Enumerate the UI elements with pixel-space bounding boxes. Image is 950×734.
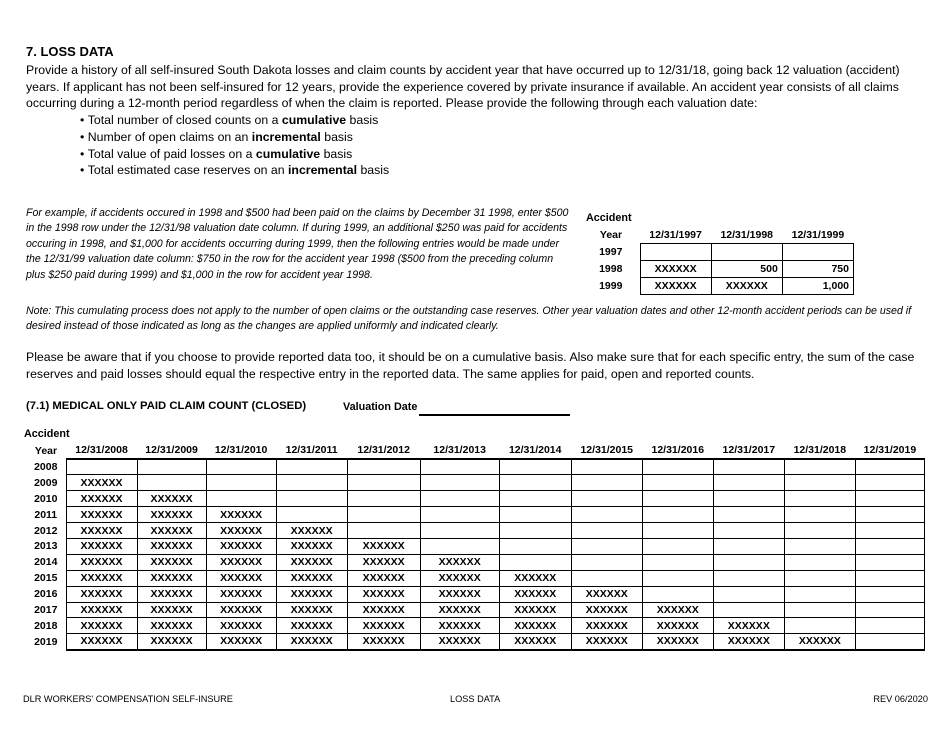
medical-row [26,475,925,491]
medical-cell: XXXXXX [66,523,137,539]
medical-cell[interactable] [420,538,499,554]
medical-cell[interactable] [784,586,855,602]
medical-cell: XXXXXX [276,523,347,539]
medical-cell: XXXXXX [137,570,206,586]
medical-cell[interactable] [642,570,713,586]
medical-cell: XXXXXX [206,586,276,602]
medical-cell[interactable] [206,459,276,475]
example-cell[interactable] [711,244,782,261]
medical-cell[interactable] [499,523,571,539]
medical-cell: XXXXXX [713,634,784,650]
section-title: 7. LOSS DATA [26,44,114,59]
medical-cell[interactable] [420,491,499,507]
medical-cell[interactable] [713,538,784,554]
medical-row-year: 2008 [34,460,58,473]
medical-cell[interactable] [420,507,499,523]
medical-row [26,570,925,586]
example-year-header: Year [599,228,623,241]
medical-cell[interactable] [855,507,924,523]
medical-cell[interactable] [137,459,206,475]
medical-row [26,634,925,650]
medical-cell[interactable] [347,507,420,523]
example-cell: 500 [711,261,782,278]
medical-cell: XXXXXX [276,586,347,602]
medical-cell: XXXXXX [276,570,347,586]
medical-row-year: 2009 [34,476,58,489]
medical-cell[interactable] [784,554,855,570]
medical-cell: XXXXXX [206,602,276,618]
medical-cell[interactable] [784,507,855,523]
medical-cell[interactable] [784,475,855,491]
medical-year-header: Year [34,444,58,457]
medical-cell: XXXXXX [206,570,276,586]
medical-column-header: 12/31/2014 [508,444,562,456]
example-cell[interactable] [640,244,711,261]
medical-cell: XXXXXX [66,618,137,634]
example-cell: 750 [782,261,853,278]
medical-cell: XXXXXX [347,570,420,586]
medical-column-header: 12/31/2017 [722,444,776,456]
medical-cell[interactable] [713,586,784,602]
medical-cell: XXXXXX [206,507,276,523]
medical-cell[interactable] [420,459,499,475]
medical-row-year: 2013 [34,540,58,553]
medical-cell[interactable] [855,586,924,602]
medical-row [26,538,925,554]
medical-cell: XXXXXX [499,618,571,634]
medical-cell[interactable] [642,475,713,491]
requirement-item: • Number of open claims on an incremental basis [80,129,389,146]
medical-cell[interactable] [642,491,713,507]
intro-paragraph: Provide a history of all self-insured South Dakota losses and claim counts by accident year that have occurred up to 12/31/18, going back 12 valuation (accident) years. If applicant has not been self-insured for 12 years, provide the experience covered by private insurance if available. An accident year consists of all claims occurring during a 12-month period regardless of when the claim is reported. Please provide the following through each valuation date: [26,63,900,111]
medical-cell: XXXXXX [347,618,420,634]
medical-cell[interactable] [571,554,642,570]
medical-cell[interactable] [784,602,855,618]
medical-cell: XXXXXX [642,602,713,618]
reported-data-paragraph: Please be aware that if you choose to provide reported data too, it should be on a cumulative basis. Also make sure that for each specific entry, the sum of the case reserves and paid losses should equal the respective entry in the reported data. The same applies for paid, open and reported counts. [26,350,915,381]
medical-cell[interactable] [206,491,276,507]
example-row-year: 1997 [599,246,623,258]
footer-section-name: LOSS DATA [450,694,501,704]
medical-cell: XXXXXX [66,554,137,570]
medical-cell[interactable] [642,507,713,523]
medical-cell: XXXXXX [571,618,642,634]
medical-cell: XXXXXX [276,602,347,618]
medical-cell: XXXXXX [66,570,137,586]
medical-cell[interactable] [784,538,855,554]
footer-revision: REV 06/2020 [873,694,928,704]
medical-row [26,491,925,507]
requirement-item: • Total value of paid losses on a cumulative basis [80,146,389,163]
example-column-header: 12/31/1997 [649,228,702,241]
medical-cell[interactable] [499,538,571,554]
medical-cell[interactable] [420,523,499,539]
medical-cell: XXXXXX [206,523,276,539]
example-cell: 1,000 [782,278,853,295]
note-paragraph: Note: This cumulating process does not apply to the number of open claims or the outstanding case reserves. Other year valuation dates and other 12-month accident periods can be used if desired instead of those indicated as long as the changes are applied uniformly and indicated clearly. [26,305,912,333]
medical-cell[interactable] [571,523,642,539]
medical-column-header: 12/31/2013 [433,444,486,456]
medical-column-header: 12/31/2011 [285,444,338,456]
requirement-item: • Total estimated case reserves on an incremental basis [80,162,389,179]
medical-cell[interactable] [784,570,855,586]
example-row-year: 1999 [599,280,623,292]
example-cell: XXXXXX [640,278,711,295]
medical-cell[interactable] [276,491,347,507]
medical-cell[interactable] [571,538,642,554]
medical-row [26,523,925,539]
requirements-list [80,112,389,179]
medical-cell[interactable] [713,602,784,618]
medical-cell[interactable] [784,618,855,634]
medical-column-header: 12/31/2019 [863,444,917,456]
example-row [582,261,854,278]
medical-cell[interactable] [642,554,713,570]
medical-cell: XXXXXX [137,554,206,570]
medical-cell[interactable] [855,554,924,570]
medical-cell[interactable] [347,475,420,491]
medical-row [26,459,925,475]
medical-cell[interactable] [420,475,499,491]
medical-row-year: 2011 [34,508,58,521]
medical-cell[interactable] [499,554,571,570]
medical-row [26,618,925,634]
medical-cell: XXXXXX [66,586,137,602]
medical-cell: XXXXXX [206,554,276,570]
medical-claim-title: (7.1) MEDICAL ONLY PAID CLAIM COUNT (CLOSED) [26,400,307,412]
medical-cell: XXXXXX [420,586,499,602]
medical-row-year: 2016 [34,588,58,601]
medical-cell[interactable] [499,491,571,507]
example-cell: XXXXXX [711,278,782,295]
medical-cell[interactable] [713,475,784,491]
medical-cell: XXXXXX [347,602,420,618]
medical-cell: XXXXXX [137,618,206,634]
example-accident-label: Accident [586,212,632,224]
medical-cell: XXXXXX [66,491,137,507]
medical-row-year: 2017 [34,603,58,616]
example-cell[interactable] [782,244,853,261]
example-cell: XXXXXX [640,261,711,278]
medical-cell[interactable] [855,459,924,475]
medical-cell: XXXXXX [66,538,137,554]
medical-cell[interactable] [499,475,571,491]
medical-cell[interactable] [499,459,571,475]
medical-cell[interactable] [347,523,420,539]
footer-form-name: DLR WORKERS' COMPENSATION SELF-INSURE [23,694,233,704]
medical-cell: XXXXXX [347,538,420,554]
medical-column-header: 12/31/2008 [75,444,128,456]
medical-cell: XXXXXX [642,618,713,634]
medical-cell: XXXXXX [347,586,420,602]
medical-cell: XXXXXX [137,634,206,650]
valuation-date-label: Valuation Date [343,401,418,413]
medical-column-header: 12/31/2016 [651,444,705,456]
medical-cell[interactable] [276,507,347,523]
medical-cell[interactable] [571,475,642,491]
medical-row-year: 2018 [34,619,58,632]
example-row [582,278,854,295]
medical-cell[interactable] [642,586,713,602]
example-paragraph: For example, if accidents occured in 1998 and $500 had been paid on the claims by December 31 1998, enter $500 in the 1998 row under the 12/31/98 valuation date column. If during 1999, an additional $250 was paid for accidents occuring in 1998, and $1,000 for accidents occurring during 1999, then the following entries would be made under the 12/31/99 valuation date column: $750 in the row for the accident year 1998 ($500 from the preceding column plus $250 paid during 1999) and $1,000 in the row for accident year 1998. [26,207,569,281]
medical-cell: XXXXXX [347,554,420,570]
medical-claim-table [26,442,925,651]
medical-cell: XXXXXX [642,634,713,650]
medical-cell: XXXXXX [206,538,276,554]
medical-cell: XXXXXX [206,634,276,650]
medical-cell[interactable] [855,570,924,586]
valuation-date-field[interactable] [419,414,570,416]
medical-cell: XXXXXX [276,554,347,570]
medical-row-year: 2012 [34,524,58,537]
medical-cell[interactable] [855,618,924,634]
medical-cell: XXXXXX [784,634,855,650]
medical-cell[interactable] [347,459,420,475]
medical-cell[interactable] [855,634,924,650]
medical-cell: XXXXXX [137,523,206,539]
medical-cell: XXXXXX [420,570,499,586]
medical-cell[interactable] [642,538,713,554]
medical-cell: XXXXXX [137,507,206,523]
medical-cell[interactable] [784,491,855,507]
medical-cell: XXXXXX [420,618,499,634]
medical-cell: XXXXXX [137,491,206,507]
medical-row-year: 2014 [34,556,58,569]
medical-cell[interactable] [713,507,784,523]
medical-cell: XXXXXX [66,475,137,491]
medical-cell[interactable] [206,475,276,491]
medical-cell[interactable] [855,475,924,491]
medical-cell[interactable] [137,475,206,491]
medical-column-header: 12/31/2009 [145,444,198,456]
medical-cell[interactable] [713,570,784,586]
medical-cell: XXXXXX [66,602,137,618]
medical-column-header: 12/31/2018 [793,444,847,456]
medical-cell: XXXXXX [206,618,276,634]
medical-cell: XXXXXX [347,634,420,650]
medical-row-year: 2010 [34,492,58,505]
medical-cell: XXXXXX [420,554,499,570]
medical-row-year: 2015 [34,572,58,585]
medical-cell: XXXXXX [713,618,784,634]
medical-cell[interactable] [571,491,642,507]
medical-cell[interactable] [784,459,855,475]
medical-cell: XXXXXX [66,507,137,523]
medical-cell: XXXXXX [499,586,571,602]
example-table [582,226,854,295]
medical-cell[interactable] [571,459,642,475]
medical-row [26,554,925,570]
medical-row-year: 2019 [34,635,58,648]
example-row-year: 1998 [599,263,623,275]
medical-cell: XXXXXX [499,570,571,586]
medical-cell[interactable] [347,491,420,507]
example-row [582,244,854,261]
medical-cell[interactable] [276,459,347,475]
medical-cell[interactable] [571,570,642,586]
medical-cell[interactable] [642,459,713,475]
medical-cell[interactable] [855,602,924,618]
medical-cell: XXXXXX [571,586,642,602]
medical-column-header: 12/31/2015 [580,444,634,456]
medical-cell: XXXXXX [420,602,499,618]
medical-accident-label: Accident [24,428,70,440]
medical-cell: XXXXXX [137,538,206,554]
example-column-header: 12/31/1999 [791,228,845,241]
medical-cell: XXXXXX [137,602,206,618]
medical-cell[interactable] [713,554,784,570]
medical-cell: XXXXXX [276,618,347,634]
medical-column-header: 12/31/2010 [214,444,268,456]
medical-cell[interactable] [713,523,784,539]
example-column-header: 12/31/1998 [720,228,774,241]
medical-cell[interactable] [784,523,855,539]
medical-cell[interactable] [855,491,924,507]
medical-cell: XXXXXX [276,538,347,554]
medical-cell[interactable] [713,491,784,507]
medical-cell: XXXXXX [499,634,571,650]
medical-cell[interactable] [713,459,784,475]
medical-cell[interactable] [642,523,713,539]
medical-row [26,586,925,602]
medical-cell: XXXXXX [420,634,499,650]
medical-cell[interactable] [855,538,924,554]
medical-row [26,507,925,523]
medical-cell[interactable] [499,507,571,523]
medical-cell[interactable] [66,459,137,475]
medical-cell: XXXXXX [137,586,206,602]
medical-cell[interactable] [571,507,642,523]
medical-column-header: 12/31/2012 [357,444,410,456]
medical-cell: XXXXXX [499,602,571,618]
medical-row [26,602,925,618]
requirement-item: • Total number of closed counts on a cumulative basis [80,112,389,129]
medical-cell: XXXXXX [66,634,137,650]
medical-cell[interactable] [855,523,924,539]
medical-cell: XXXXXX [276,634,347,650]
medical-cell: XXXXXX [571,602,642,618]
medical-cell[interactable] [276,475,347,491]
medical-cell: XXXXXX [571,634,642,650]
